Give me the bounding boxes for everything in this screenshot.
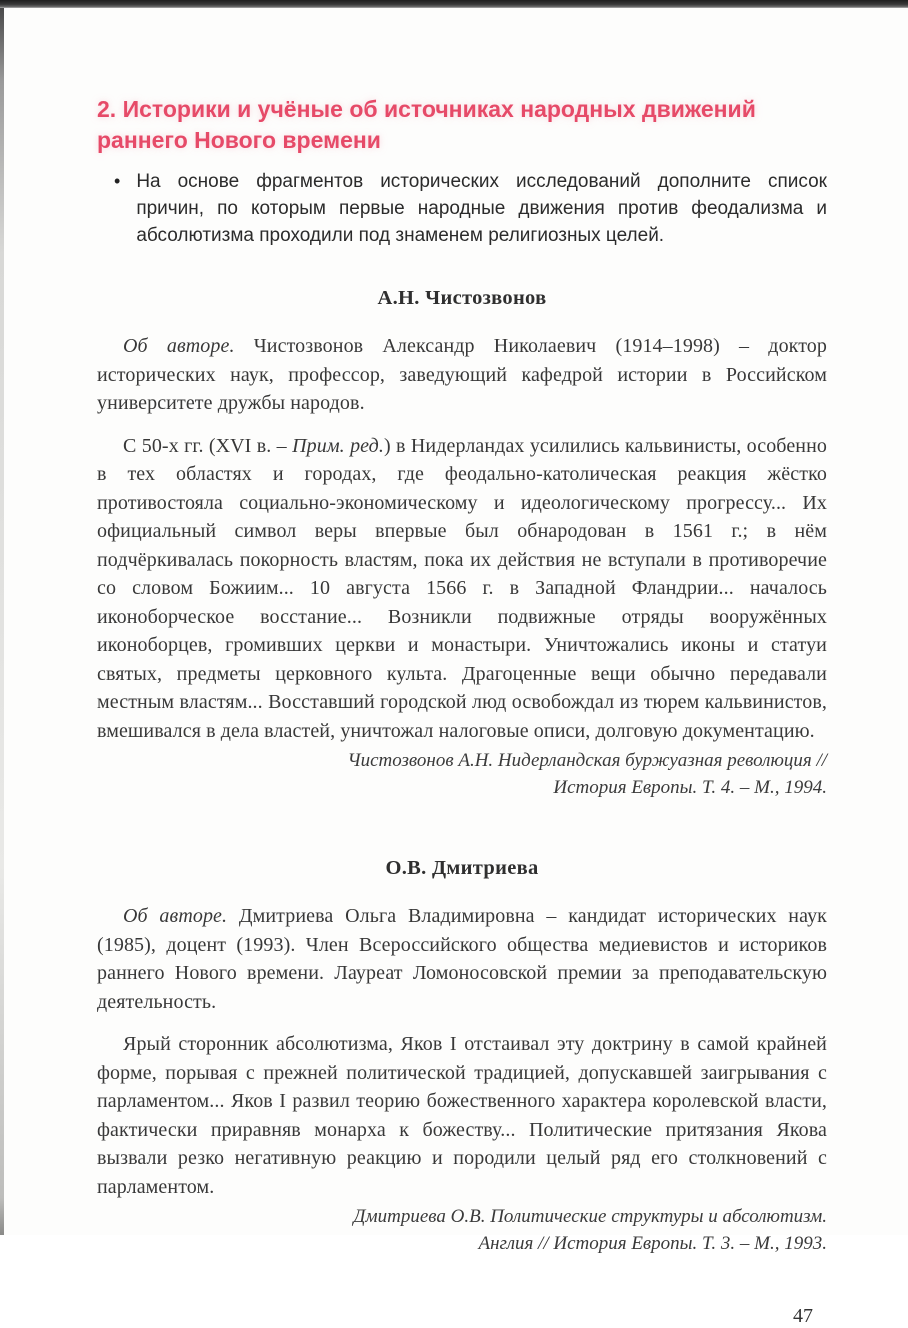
about-author-paragraph <box>97 332 827 418</box>
author-heading-dmitrieva: О.В. Дмитриева <box>385 857 539 880</box>
quote-text-rest: ) в Нидерландах усилились кальвинисты, особенно в тех областях и городах, где феодально-католическая реакция жёстко противостояла социально-экономическому и идеологическому прогрессу... Их официальный символ веры впервые был обнародован в 1561 г.; в нём подчёркивалась покорность властям, пока их действия не вступали в противоречие со словом Божиим... 10 августа 1566 г. в Западной Фландрии... началось иконоборческое восстание... Возникли подвижные отряды вооружённых иконоборцев, громивших церкви и монастыри. Уничтожались иконы и статуи святых, предметы церковного культа. Драгоценные вещи обычно передавали местным властям... Восставший городской люд освобождал из тюрем кальвинистов, вмешивался в дела властей, уничтожал налоговые описи, долговую документацию. <box>97 434 828 742</box>
section-gap <box>97 849 827 857</box>
bullet-icon: • <box>114 171 121 192</box>
quote-paragraph <box>97 1030 827 1201</box>
citation-line: Англия // История Европы. Т. 3. – М., 1993. <box>478 1233 827 1255</box>
chapter-heading: 2. Историки и учёные об источниках народных движений раннего Нового времени <box>97 96 756 153</box>
task-text: На основе фрагментов исторических исследований дополните список причин, по которым первые народные движения против феодализма и абсолютизма проходили под знаменем религиозных целей. <box>136 171 827 247</box>
about-author-text: Дмитриева Ольга Владимировна – кандидат исторических наук (1985), доцент (1993). Член Всероссийского общества медиевистов и историков раннего Нового времени. Лауреат Ломоносовской премии за преподавательскую деятельность. <box>97 905 827 1013</box>
author-heading-chistozvonov: А.Н. Чистозвонов <box>377 287 547 310</box>
task-item <box>97 168 827 249</box>
citation-line: Дмитриева О.В. Политические структуры и абсолютизм. <box>353 1206 827 1228</box>
citation-dmitrieva <box>97 1203 827 1257</box>
about-author-label: Об авторе. <box>123 905 228 928</box>
about-author-label: Об авторе. <box>123 335 235 358</box>
scan-top-edge <box>0 0 908 8</box>
quote-text-start: С 50-х гг. (XVI в. – <box>123 434 293 457</box>
citation-line: Чистозвонов А.Н. Нидерландская буржуазная революция // <box>347 750 827 772</box>
page-content <box>0 8 908 1328</box>
quote-text: Ярый сторонник абсолютизма, Яков I отстаивал эту доктрину в самой крайней форме, порывая с прежней политической традицией, допускавшей заигрывания с парламентом... Яков I развил теорию божественного характера королевской власти, фактически приравняв монарха к божеству... Политические притязания Якова вызвали резко негативную реакцию и породили целый ряд его столкновений с парламентом. <box>97 1033 827 1198</box>
quote-editor-note: Прим. ред. <box>292 434 384 457</box>
about-author-paragraph <box>97 902 827 1016</box>
quote-paragraph <box>97 432 827 746</box>
page-number: 47 <box>793 1305 813 1328</box>
citation-chistozvonov <box>97 747 827 801</box>
citation-line: История Европы. Т. 4. – М., 1994. <box>553 777 827 799</box>
about-author-text: Чистозвонов Александр Николаевич (1914–1998) – доктор исторических наук, профессор, заведующий кафедрой истории в Российском университете дружбы народов. <box>97 335 827 415</box>
